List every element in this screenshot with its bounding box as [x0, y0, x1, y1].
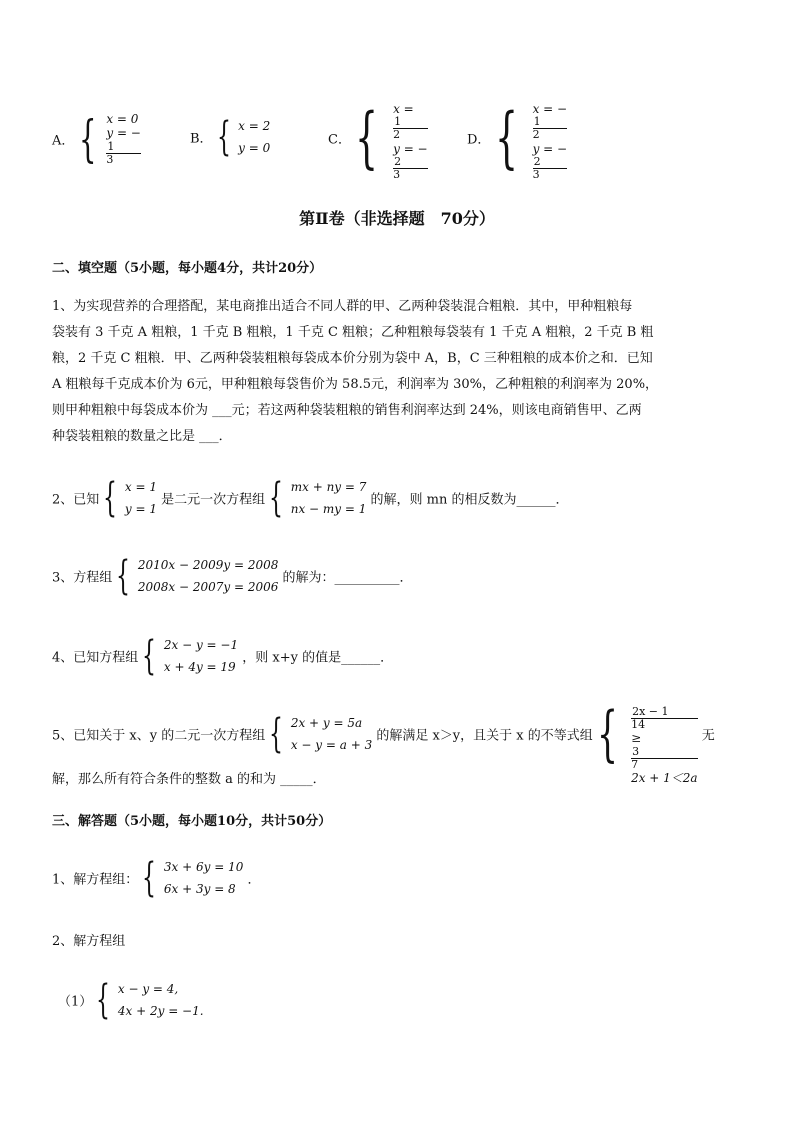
brace-icon: {	[142, 855, 157, 901]
brace-icon: {	[116, 553, 131, 599]
solve-heading: 三、解答题（5小题，每小题10分，共计50分）	[52, 814, 332, 829]
section-title: 第Ⅱ卷（非选择题 70分）	[299, 209, 495, 228]
solve-2: 2、解方程组	[52, 934, 126, 949]
brace-icon: {	[494, 99, 518, 176]
brace-icon: {	[103, 475, 118, 521]
brace-icon: {	[216, 114, 231, 160]
solve-1: 1、解方程组： { 3x + 6y = 10 6x + 3y = 8 ．	[52, 855, 261, 901]
brace-icon: {	[355, 99, 379, 176]
option-b: B． { x = 2 y = 0	[190, 114, 271, 160]
question-5: 5、已知关于 x、y 的二元一次方程组 { 2x + y = 5a x − y = a + 3 的解满足 x＞y，且关于 x 的不等式组 { 2x − 1 14 ≥ 3 7 2x + 1＜2a 无	[52, 699, 715, 785]
brace-icon: {	[78, 110, 97, 168]
option-label: B．	[190, 131, 213, 147]
brace-icon: {	[96, 977, 111, 1023]
option-label: A．	[52, 133, 75, 149]
question-1: 1、为实现营养的合理搭配，某电商推出适合不同人群的甲、乙两种袋装混合粗粮．其中，甲种粗粮每 袋装有 3 千克 A 粗粮，1 千克 B 粗粮，1 千克 C 粗粮；乙种粗粮每袋装有 1 千克 A 粗粮，2 千克 B 粗 粮，2 千克 C 粗粮．甲、乙两种袋装粗粮每袋成本价分别为袋中 A，B，C 三种粗粮的成本价之和．已知 A 粗粮每千克成本价为 6元，甲种粗粮每袋售价为 58.5元，利润率为 30%，乙种粗粮的利润率为 20%， 则甲种粗粮中每袋成本价为 ___元；若这两种袋装粗粮的销售利润率达到 24%，则该电商销售甲、乙两 种袋装粗粮的数量之比是 ___．	[52, 299, 659, 444]
option-row: x = 0	[106, 112, 139, 126]
brace-icon: {	[142, 633, 157, 679]
question-5-line2: 解，那么所有符合条件的整数 a 的和为 _____．	[52, 772, 326, 787]
option-label: D．	[467, 132, 491, 148]
option-a: A． { x = 0 y = − 1 3	[52, 110, 141, 168]
question-4: 4、已知方程组 { 2x − y = −1 x + 4y = 19 ，则 x+y 的值是______．	[52, 633, 394, 679]
option-c: C． { x = 1 2 y = − 2 3	[328, 99, 428, 182]
fill-heading: 二、填空题（5小题，每小题4分，共计20分）	[52, 261, 323, 276]
brace-icon: {	[269, 711, 284, 757]
question-2: 2、已知 { x = 1 y = 1 是二元一次方程组 { mx + ny = 7 nx − my = 1 的解，则 mn 的相反数为______．	[52, 475, 569, 521]
brace-icon: {	[596, 699, 618, 769]
option-label: C．	[328, 132, 351, 148]
option-d: D． { x = − 1 2 y = − 2 3	[467, 99, 568, 182]
brace-icon: {	[269, 475, 284, 521]
solve-2-part-1: （1） { x − y = 4, 4x + 2y = −1.	[58, 977, 204, 1023]
question-3: 3、方程组 { 2010x − 2009y = 2008 2008x − 2007y = 2006 的解为：__________．	[52, 553, 413, 599]
